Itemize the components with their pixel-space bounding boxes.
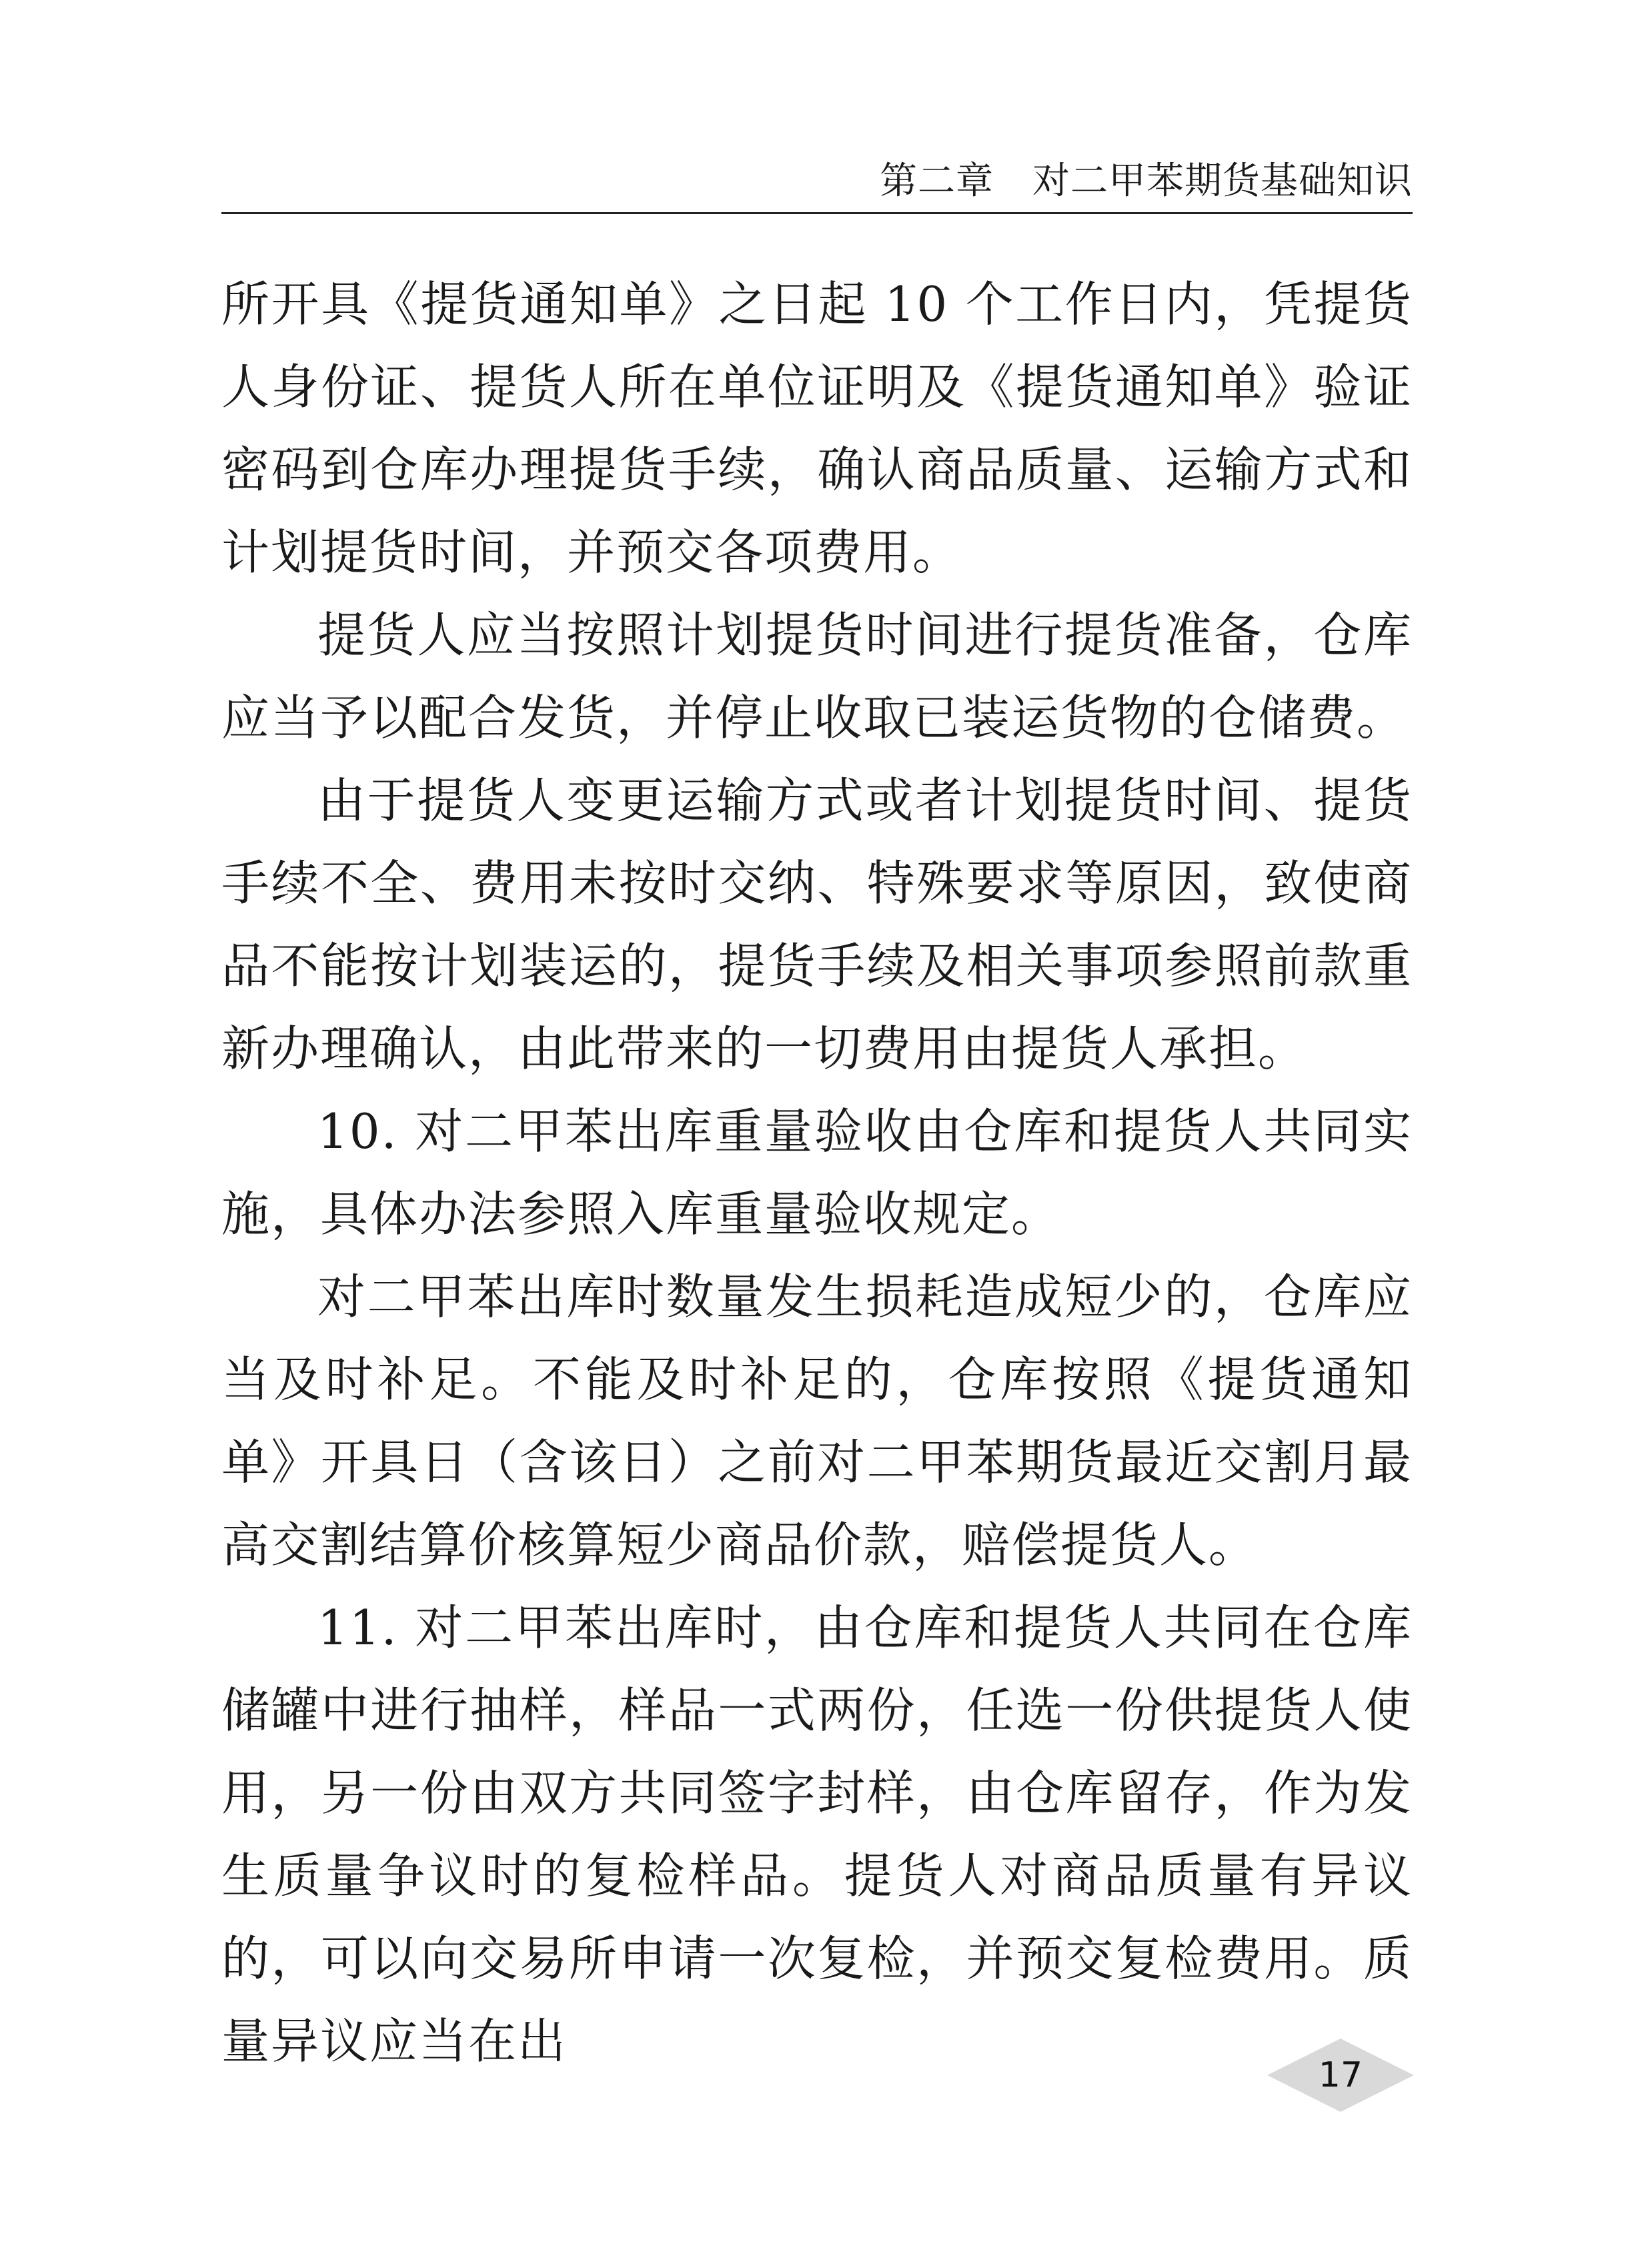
page-number: 17 (1318, 2055, 1363, 2095)
paragraph: 所开具《提货通知单》之日起 10 个工作日内，凭提货人身份证、提货人所在单位证明及《提货通知单》验证密码到仓库办理提货手续，确认商品质量、运输方式和计划提货时间，并预交各项费用。 (221, 276, 1413, 580)
body-text (221, 263, 1413, 2083)
page-number-badge (1267, 2039, 1414, 2112)
running-header (880, 155, 1413, 208)
chapter-label: 第二章 (880, 159, 994, 203)
paragraph: 10. 对二甲苯出库重量验收由仓库和提货人共同实施，具体办法参照入库重量验收规定。 (221, 1103, 1413, 1242)
paragraph: 对二甲苯出库时数量发生损耗造成短少的，仓库应当及时补足。不能及时补足的，仓库按照《提货通知单》开具日（含该日）之前对二甲苯期货最近交割月最高交割结算价核算短少商品价款，赔偿提货人。 (221, 1269, 1413, 1573)
paragraph: 由于提货人变更运输方式或者计划提货时间、提货手续不全、费用未按时交纳、特殊要求等原因，致使商品不能按计划装运的，提货手续及相关事项参照前款重新办理确认，由此带来的一切费用由提货人承担。 (221, 772, 1413, 1077)
paragraph: 提货人应当按照计划提货时间进行提货准备，仓库应当予以配合发货，并停止收取已装运货物的仓储费。 (221, 607, 1413, 746)
header-rule (221, 212, 1413, 214)
chapter-title: 对二甲苯期货基础知识 (1032, 159, 1413, 203)
paragraph: 11. 对二甲苯出库时，由仓库和提货人共同在仓库储罐中进行抽样，样品一式两份，任选一份供提货人使用，另一份由双方共同签字封样，由仓库留存，作为发生质量争议时的复检样品。提货人对商品质量有异议的，可以向交易所申请一次复检，并预交复检费用。质量异议应当在出 (221, 1600, 1413, 2069)
